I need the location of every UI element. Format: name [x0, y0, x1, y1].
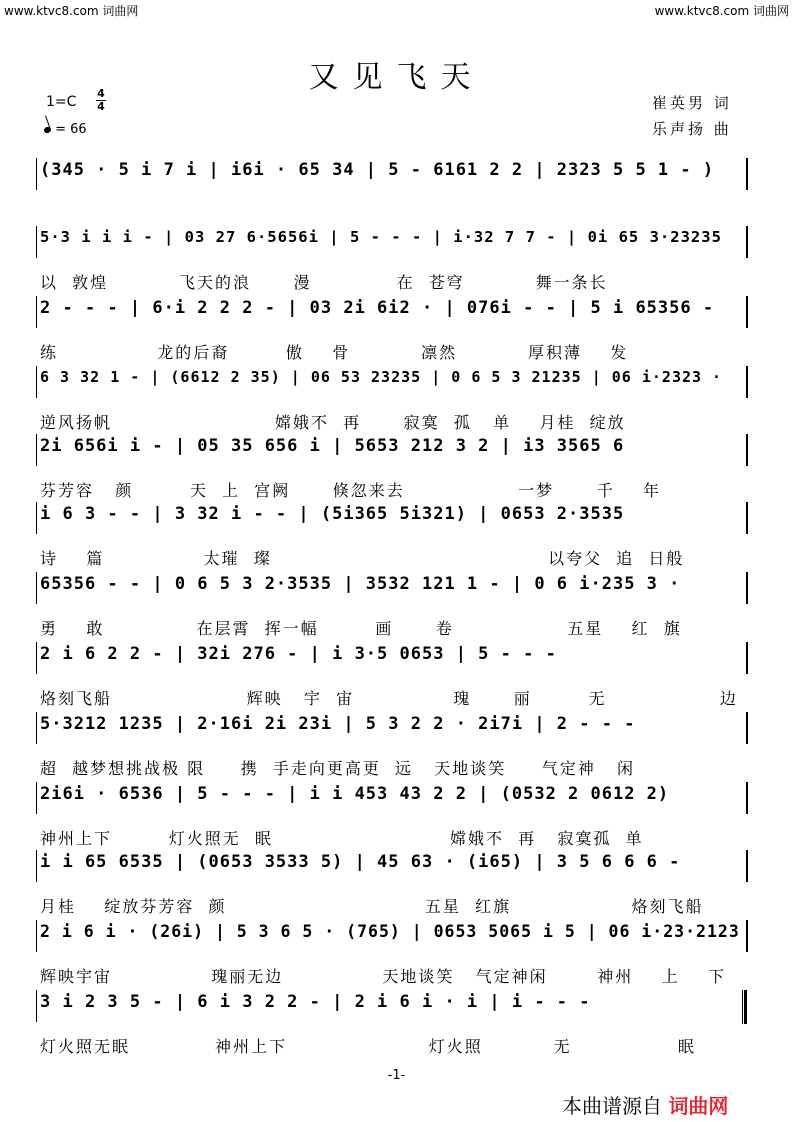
notation-line: 2i 656i i - | 05 35 656 i | 5653 212 3 2 | i3 3565 6: [40, 436, 625, 456]
barline: [36, 712, 37, 744]
barline: [36, 782, 37, 814]
barline: [36, 572, 37, 604]
barline: [36, 920, 37, 952]
notation-line: i 6 3 - - | 3 32 i - - | (5i365 5i321) | 0653 2·3535: [40, 504, 625, 524]
page-number: -1-: [387, 1068, 406, 1083]
lyrics-line: 以 敦煌 飞天的浪 漫 在 苍穹 舞一条长: [40, 273, 608, 292]
time-signature-denominator: 4: [97, 100, 105, 113]
composer-credit: 乐声扬 曲: [652, 120, 732, 138]
score-system: [36, 368, 750, 440]
quarter-note-icon: [43, 126, 52, 134]
barline: [36, 226, 37, 258]
notation-line: 5·3 i i i - | 03 27 6·5656i | 5 - - - | i·32 7 7 - | 0i 65 3·23235: [40, 228, 722, 246]
song-title: 又见飞天: [308, 60, 485, 95]
notation-line: 6 3 32 1 - | (6612 2 35) | 06 53 23235 | 0 6 5 3 21235 | 06 i·2323 ·: [40, 368, 723, 386]
score-system: [36, 436, 750, 508]
barline: [746, 782, 748, 814]
score-system: [36, 228, 750, 300]
source-credit: [562, 1090, 728, 1119]
barline: [36, 502, 37, 534]
notation-line: 2 - - - | 6·i 2 2 2 - | 03 2i 6i2 · | 076i - - | 5 i 65356 -: [40, 298, 715, 318]
watermark-right: www.ktvc8.com 词曲网: [654, 4, 789, 18]
source-prefix: 本曲谱源自: [562, 1094, 662, 1118]
notation-line: 2i6i · 6536 | 5 - - - | i i 453 43 2 2 | (0532 2 0612 2): [40, 784, 670, 804]
lyricist-credit: 崔英男 词: [652, 94, 732, 112]
notation-line: 3 i 2 3 5 - | 6 i 3 2 2 - | 2 i 6 i · i | i - - -: [40, 992, 591, 1012]
notation-line: i i 65 6535 | (0653 3533 5) | 45 63 · (i65) | 3 5 6 6 6 -: [40, 852, 681, 872]
lyrics-line: 练 龙的后裔 傲 骨 凛然 厚积薄 发: [40, 343, 629, 362]
notation-line: (345 · 5 i 7 i | i6i · 65 34 | 5 - 6161 2 2 | 2323 5 5 1 - ): [40, 160, 715, 180]
barline: [746, 226, 748, 258]
lyrics-line: 超 越梦想挑战极 限 携 手走向更高更 远 天地谈笑 气定神 闲: [40, 759, 635, 778]
barline: [746, 158, 748, 190]
barline: [36, 366, 37, 398]
barline: [746, 366, 748, 398]
barline: [36, 990, 37, 1022]
tempo-marking: [44, 122, 87, 137]
lyrics-line: 辉映宇宙 瑰丽无边 天地谈笑 气定神闲 神州 上 下: [40, 967, 726, 986]
tempo-value: = 66: [55, 122, 87, 137]
barline: [746, 920, 748, 952]
score-system: [36, 922, 750, 994]
lyrics-line: 灯火照无眠 神州上下 灯火照 无 眠: [40, 1037, 696, 1056]
barline: [746, 502, 748, 534]
score-system: [36, 644, 750, 716]
lyrics-line: 勇 敢 在层霄 挥一幅 画 卷 五星 红 旗: [40, 619, 682, 638]
score-system: [36, 992, 750, 1064]
key-signature: 1=C: [46, 94, 77, 110]
score-system: [36, 852, 750, 924]
barline: [746, 642, 748, 674]
score-system: [36, 504, 750, 576]
lyrics-line: 诗 篇 太璀 璨 以夸父 追 日般: [40, 549, 685, 568]
lyrics-line: 神州上下 灯火照无 眠 嫦娥不 再 寂寞孤 单: [40, 829, 644, 848]
barline: [746, 572, 748, 604]
barline: [36, 158, 37, 190]
notation-line: 2 i 6 i · (26i) | 5 3 6 5 · (765) | 0653 5065 i 5 | 06 i·23·2123: [40, 922, 740, 941]
lyrics-line: 烙刻飞船 辉映 宇 宙 瑰 丽 无 边: [40, 689, 738, 708]
time-signature-numerator: 4: [97, 87, 105, 100]
lyrics-line: 月桂 绽放芬芳容 颜 五星 红旗 烙刻飞船: [40, 897, 704, 916]
barline: [742, 990, 747, 1024]
notation-line: 5·3212 1235 | 2·16i 2i 23i | 5 3 2 2 · 2i7i | 2 - - -: [40, 714, 636, 734]
score-system: [36, 714, 750, 786]
barline: [36, 850, 37, 882]
time-signature: [96, 88, 106, 113]
lyrics-line: 芬芳容 颜 天 上 宫阙 倏忽来去 一梦 千 年: [40, 481, 662, 500]
score-system: [36, 574, 750, 646]
barline: [746, 296, 748, 328]
notation-line: 2 i 6 2 2 - | 32i 276 - | i 3·5 0653 | 5 - - -: [40, 644, 557, 664]
score-system: [36, 784, 750, 856]
barline: [746, 712, 748, 744]
notation-line: 65356 - - | 0 6 5 3 2·3535 | 3532 121 1 - | 0 6 i·235 3 ·: [40, 574, 681, 594]
barline: [36, 296, 37, 328]
score-system: [36, 160, 750, 232]
barline: [746, 434, 748, 466]
barline: [746, 850, 748, 882]
barline: [36, 642, 37, 674]
source-site: 词曲网: [668, 1094, 729, 1118]
watermark-left: www.ktvc8.com 词曲网: [4, 4, 139, 18]
score-system: [36, 298, 750, 370]
lyrics-line: 逆风扬帆 嫦娥不 再 寂寞 孤 单 月桂 绽放: [40, 413, 626, 432]
barline: [36, 434, 37, 466]
